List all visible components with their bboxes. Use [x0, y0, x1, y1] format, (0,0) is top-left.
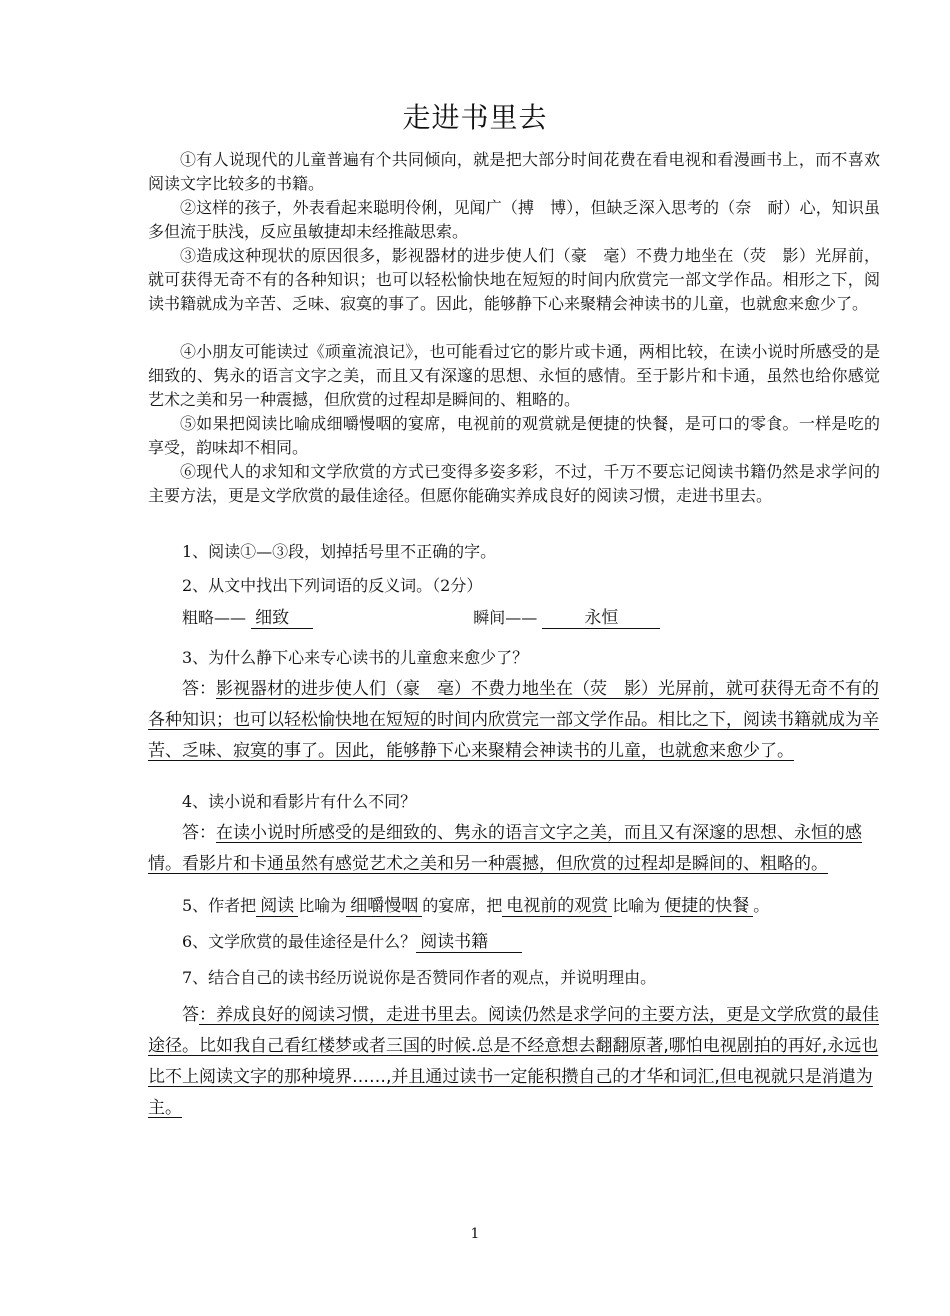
- q5-answer-3: 电视前的观赏: [502, 896, 612, 917]
- answer-7-lead: 答: [182, 1005, 199, 1025]
- question-6: [182, 930, 522, 954]
- paragraph-2: ②这样的孩子，外表看起来聪明伶俐，见闻广（搏 博），但缺乏深入思考的（奈 耐）心，知识虽多但流于肤浅，反应虽敏捷却未经推敲思索。: [148, 198, 880, 241]
- answer-7: [148, 1000, 880, 1124]
- answer-3-text: 影视器材的进步使人们（豪 毫）不费力地坐在（荧 影）光屏前，就可获得无奇不有的各种知识；也可以轻松愉快地在短短的时间内欣赏完一部文学作品。相比之下，阅读书籍就成为辛苦、乏味、寂寞的事了。因此，能够静下心来聚精会神读书的儿童，也就愈来愈少了。: [148, 679, 879, 761]
- q5-text-4: 比喻为: [612, 896, 661, 915]
- answer-7-text: ：养成良好的阅读习惯，走进书里去。阅读仍然是求学问的主要方法，更是文学欣赏的最佳途径。比如我自己看红楼梦或者三国的时候.总是不经意想去翻翻原著,哪怕电视剧拍的再好,永远也比不上阅读文字的那种境界……,并且通过读书一定能积攒自己的才华和词汇,但电视就只是消遣为主。: [148, 1005, 879, 1118]
- question-2: 2、从文中找出下列词语的反义词。（2分）: [182, 576, 483, 595]
- paragraph-4: ④小朋友可能读过《顽童流浪记》，也可能看过它的影片或卡通，两相比较，在读小说时所感受的是细致的、隽永的语言文字之美，而且又有深邃的思想、永恒的感情。至于影片和卡通，虽然也给你感觉艺术之美和另一种震撼，但欣赏的过程却是瞬间的、粗略的。: [148, 342, 880, 409]
- answer-4-text: 在读小说时所感受的是细致的、隽永的语言文字之美，而且又有深邃的思想、永恒的感情。看影片和卡通虽然有感觉艺术之美和另一种震撼，但欣赏的过程却是瞬间的、粗略的。: [148, 823, 862, 874]
- paragraph-1: ①有人说现代的儿童普遍有个共同倾向，就是把大部分时间花费在看电视和看漫画书上，而不喜欢阅读文字比较多的书籍。: [148, 150, 880, 193]
- paragraph-5: ⑤如果把阅读比喻成细嚼慢咽的宴席，电视前的观赏就是便捷的快餐，是可口的零食。一样是吃的享受，韵味却不相同。: [148, 414, 880, 457]
- antonym-answer-1: 细致: [251, 608, 313, 629]
- q5-answer-4: 便捷的快餐: [660, 896, 753, 917]
- q5-text-2: 比喻为: [298, 896, 347, 915]
- q5-text-5: 。: [753, 896, 770, 915]
- q5-answer-2: 细嚼慢咽: [346, 896, 422, 917]
- question-2-answers: [182, 606, 660, 630]
- paragraph-3: ③造成这种现状的原因很多，影视器材的进步使人们（豪 毫）不费力地坐在（荧 影）光屏前，就可获得无奇不有的各种知识；也可以轻松愉快地在短短的时间内欣赏完一部文学作品。相形之下，阅读书籍就成为辛苦、乏味、寂寞的事了。因此，能够静下心来聚精会神读书的儿童，也就愈来愈少了。: [148, 246, 880, 313]
- antonym-answer-2: 永恒: [542, 608, 660, 629]
- q6-answer: 阅读书籍: [416, 932, 522, 953]
- q5-answer-1: 阅读: [256, 896, 298, 917]
- answer-3: [148, 674, 880, 767]
- page-number: 1: [470, 1226, 480, 1242]
- answer-3-lead: 答：: [182, 679, 216, 699]
- question-4: 4、读小说和看影片有什么不同？: [182, 792, 417, 811]
- q6-text: 6、文学欣赏的最佳途径是什么？: [182, 932, 417, 951]
- antonym-label-2: 瞬间——: [473, 608, 538, 627]
- answer-4-lead: 答：: [182, 823, 216, 843]
- paragraph-6: ⑥现代人的求知和文学欣赏的方式已变得多姿多彩，不过，千万不要忘记阅读书籍仍然是求学问的主要方法，更是文学欣赏的最佳途径。但愿你能确实养成良好的阅读习惯，走进书里去。: [148, 462, 880, 505]
- antonym-label-1: 粗略——: [182, 608, 247, 627]
- page-title: 走进书里去: [402, 101, 548, 134]
- question-3: 3、为什么静下心来专心读书的儿童愈来愈少了？: [182, 648, 529, 667]
- answer-4: [148, 818, 880, 880]
- q5-text-3: 的宴席，把: [422, 896, 503, 915]
- question-5: [182, 894, 769, 918]
- q5-text-1: 5、作者把: [182, 896, 257, 915]
- question-7: 7、结合自己的读书经历说说你是否赞同作者的观点，并说明理由。: [182, 968, 657, 987]
- question-1: 1、阅读①—③段，划掉括号里不正确的字。: [182, 542, 497, 561]
